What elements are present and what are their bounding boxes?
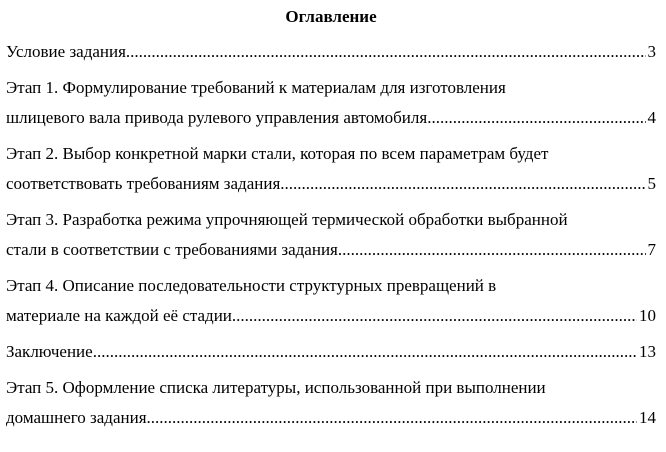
toc-entry-line bbox=[6, 103, 656, 133]
toc-entry-stage-1[interactable] bbox=[6, 73, 656, 133]
toc-entry-text: шлицевого вала привода рулевого управления автомобиля. bbox=[6, 108, 432, 127]
dot-leader bbox=[151, 403, 637, 433]
toc-entry-text: Этап 4. Описание последовательности структурных превращений в bbox=[6, 276, 497, 295]
toc-entry-stage-3[interactable] bbox=[6, 205, 656, 265]
toc-page-number: 4 bbox=[647, 108, 656, 127]
dot-leader bbox=[342, 235, 645, 265]
toc-entry-task-statement[interactable] bbox=[6, 37, 656, 67]
toc-entry-line bbox=[6, 37, 656, 67]
table-of-contents bbox=[6, 6, 656, 439]
dot-leader bbox=[93, 337, 637, 367]
toc-page-number: 7 bbox=[647, 240, 656, 259]
toc-entry-line bbox=[6, 169, 656, 199]
toc-entry-text: стали в соответствии с требованиями задания. bbox=[6, 240, 343, 259]
toc-entry-text: домашнего задания. bbox=[6, 408, 151, 427]
toc-entry-stage-4[interactable] bbox=[6, 271, 656, 331]
toc-entry-text: Этап 5. Оформление списка литературы, использованной при выполнении bbox=[6, 378, 546, 397]
toc-page-number: 14 bbox=[639, 408, 656, 427]
toc-entry-text: Заключение bbox=[6, 342, 93, 361]
toc-entry-text: Этап 2. Выбор конкретной марки стали, которая по всем параметрам будет bbox=[6, 144, 549, 163]
dot-leader bbox=[431, 103, 645, 133]
toc-entry-text: Условие задания bbox=[6, 42, 126, 61]
toc-entry-text: материале на каждой её стадии. bbox=[6, 306, 237, 325]
toc-entry-conclusion[interactable] bbox=[6, 337, 656, 367]
toc-page-number: 3 bbox=[647, 42, 656, 61]
toc-title: Оглавление bbox=[285, 7, 377, 26]
dot-leader bbox=[285, 169, 646, 199]
toc-entry-text: Этап 1. Формулирование требований к материалам для изготовления bbox=[6, 78, 506, 97]
dot-leader bbox=[236, 301, 637, 331]
toc-entry-line bbox=[6, 337, 656, 367]
toc-entry-line bbox=[6, 403, 656, 433]
toc-entry-line bbox=[6, 301, 656, 331]
toc-entry-stage-5[interactable] bbox=[6, 373, 656, 433]
toc-entry-stage-2[interactable] bbox=[6, 139, 656, 199]
toc-entry-line bbox=[6, 235, 656, 265]
toc-page-number: 10 bbox=[639, 306, 656, 325]
toc-entry-text: соответствовать требованиям задания. bbox=[6, 174, 285, 193]
toc-page-number: 5 bbox=[647, 174, 656, 193]
dot-leader bbox=[126, 37, 646, 67]
toc-entry-text: Этап 3. Разработка режима упрочняющей термической обработки выбранной bbox=[6, 210, 568, 229]
toc-page-number: 13 bbox=[639, 342, 656, 361]
